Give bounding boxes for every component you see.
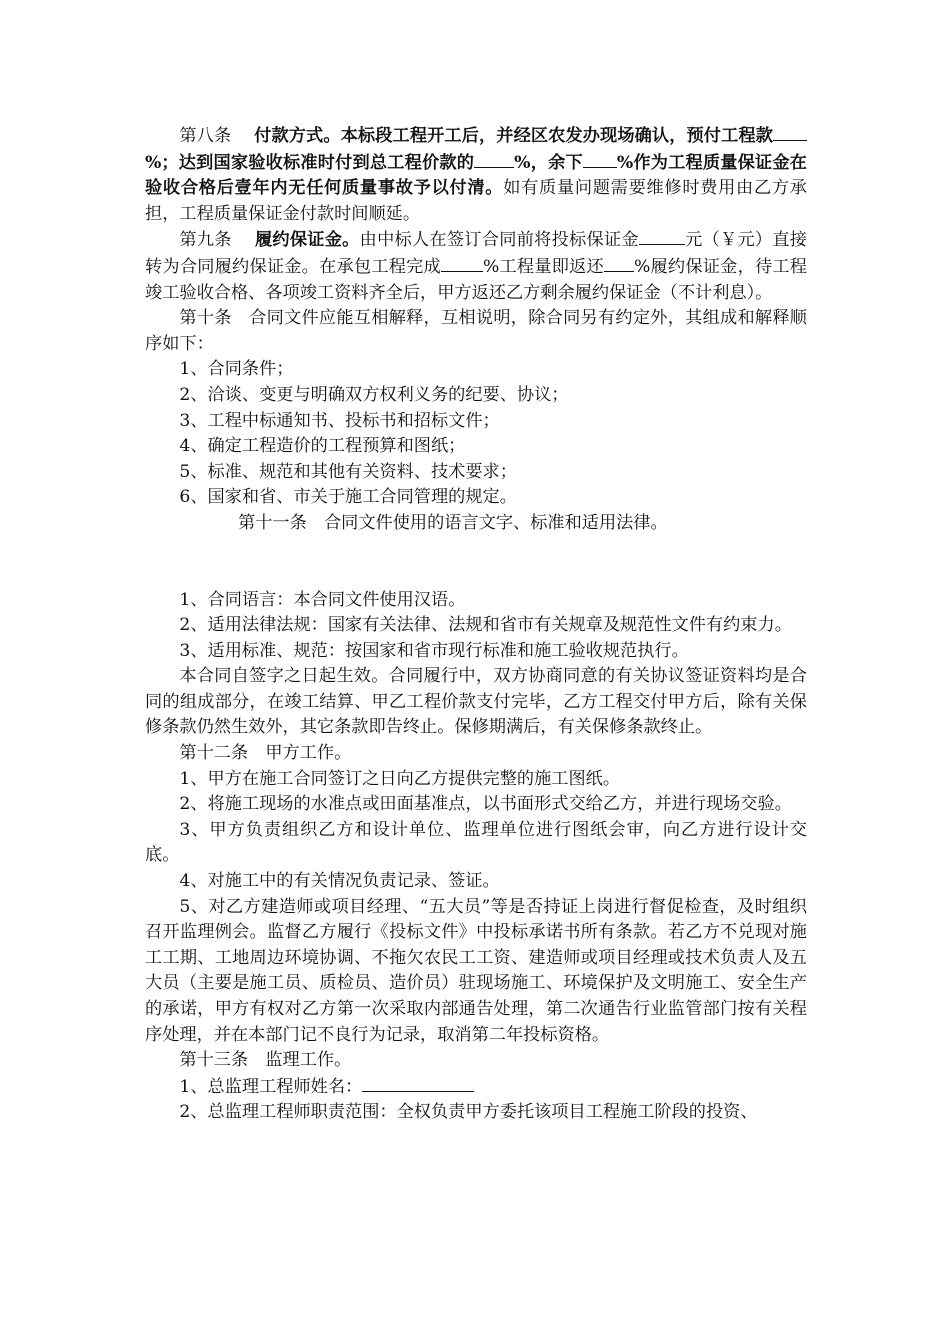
list-item: 2、总监理工程师职责范围：全权负责甲方委托该项目工程施工阶段的投资、 (179, 1102, 758, 1123)
list-item: 3、工程中标通知书、投标书和招标文件； (179, 410, 500, 431)
blank-field[interactable] (474, 150, 514, 168)
spacer (145, 537, 807, 588)
blank-field[interactable] (604, 254, 634, 272)
article-9-text-3: 元）直接转为合同履约保证金。在承包工程完成 (145, 230, 807, 277)
list-item: 1、合同语言：本合同文件使用汉语。 (179, 589, 466, 610)
blank-field[interactable] (583, 150, 617, 168)
article-9-text-2: 元（￥ (684, 230, 738, 251)
list-item: 5、标准、规范和其他有关资料、技术要求； (179, 461, 517, 482)
list-item: 1、合同条件； (179, 359, 294, 380)
article-9 (145, 227, 807, 306)
article-8-text-1: 本标段工程开工后，并经区农发办现场确认，预付工程款 (340, 126, 773, 146)
list-item: 4、对施工中的有关情况负责记录、签证。 (179, 871, 500, 892)
article-13-heading: 第十三条 监理工作。 (179, 1050, 352, 1071)
list-item: 3、适用标准、规范：按国家和省市现行标准和施工验收规范执行。 (179, 640, 689, 661)
list-item: 2、适用法律法规：国家有关法律、法规和省市有关规章及规范性文件有约束力。 (179, 615, 792, 636)
blank-field[interactable] (639, 227, 685, 245)
article-8-text-2: %；达到国家验收标准时付到总工程价款的 (145, 152, 475, 173)
article-8-title: 付款方式。 (254, 126, 341, 146)
chief-supervisor-name-label: 1、总监理工程师姓名： (179, 1076, 363, 1097)
list-item: 5、对乙方建造师或项目经理、“五大员”等是否持证上岗进行督促检查，及时组织召开监理例会。监督乙方履行《投标文件》中投标承诺书所有条款。若乙方不兑现对施工工期、工地周边环境协调、不拖欠农民工工资、建造师或项目经理或技术负责人及五大员（主要是施工员、质检员、造价员）驻现场施工、环境保护及文明施工、安全生产的承诺，甲方有权对乙方第一次采取内部通告处理，第二次通告行业监管部门按有关程序处理，并在本部门记不良行为记录，取消第二年投标资格。 (145, 896, 807, 1045)
article-8 (145, 123, 807, 227)
list-item: 4、确定工程造价的工程预算和图纸； (179, 436, 466, 457)
article-9-label: 第九条 (179, 230, 232, 251)
article-8-label: 第八条 (179, 126, 232, 146)
list-item (145, 1074, 807, 1101)
article-9-title: 履约保证金。 (254, 230, 360, 251)
article-9-text-1: 由中标人在签订合同前将投标保证金 (359, 230, 639, 251)
blank-field[interactable] (773, 123, 807, 141)
list-item: 2、洽谈、变更与明确双方权利义务的纪要、协议； (179, 384, 569, 405)
list-item: 3、甲方负责组织乙方和设计单位、监理单位进行图纸会审，向乙方进行设计交底。 (145, 819, 807, 866)
article-8-text-4: %作为工程质量保证金在验收合格后壹年内无任何质量事故予以付清。 (145, 152, 807, 199)
effectiveness-paragraph: 本合同自签字之日起生效。合同履行中，双方协商同意的有关协议签证资料均是合同的组成部分，在竣工结算、甲乙工程价款支付完毕，乙方工程交付甲方后，除有关保修条款仍然生效外，其它条款即告终止。保修期满后，有关保修条款终止。 (145, 666, 807, 738)
contract-page (145, 123, 807, 1126)
article-8-text-3: %，余下 (514, 152, 583, 173)
article-8-text-5: 如有质量问题需要维修时费用由乙方承担，工程质量保证金付款时间顺延。 (145, 178, 807, 224)
article-12-heading: 第十二条 甲方工作。 (179, 743, 352, 764)
article-9-text-4: %工程量即返还 (482, 256, 604, 277)
list-item: 6、国家和省、市关于施工合同管理的规定。 (179, 487, 517, 508)
list-item: 2、将施工现场的水准点或田面基准点，以书面形式交给乙方，并进行现场交验。 (179, 794, 792, 815)
blank-field[interactable] (441, 254, 483, 272)
article-11-heading: 第十一条 合同文件使用的语言文字、标准和适用法律。 (238, 512, 668, 533)
article-9-text-5: %履约保证金，待工程竣工验收合格、各项竣工资料齐全后，甲方返还乙方剩余履约保证金（不计利息）。 (145, 256, 807, 303)
chief-supervisor-name-field[interactable] (362, 1074, 474, 1092)
list-item: 1、甲方在施工合同签订之日向乙方提供完整的施工图纸。 (179, 768, 621, 789)
article-10-intro: 第十条 合同文件应能互相解释，互相说明，除合同另有约定外，其组成和解释顺序如下： (145, 308, 807, 354)
